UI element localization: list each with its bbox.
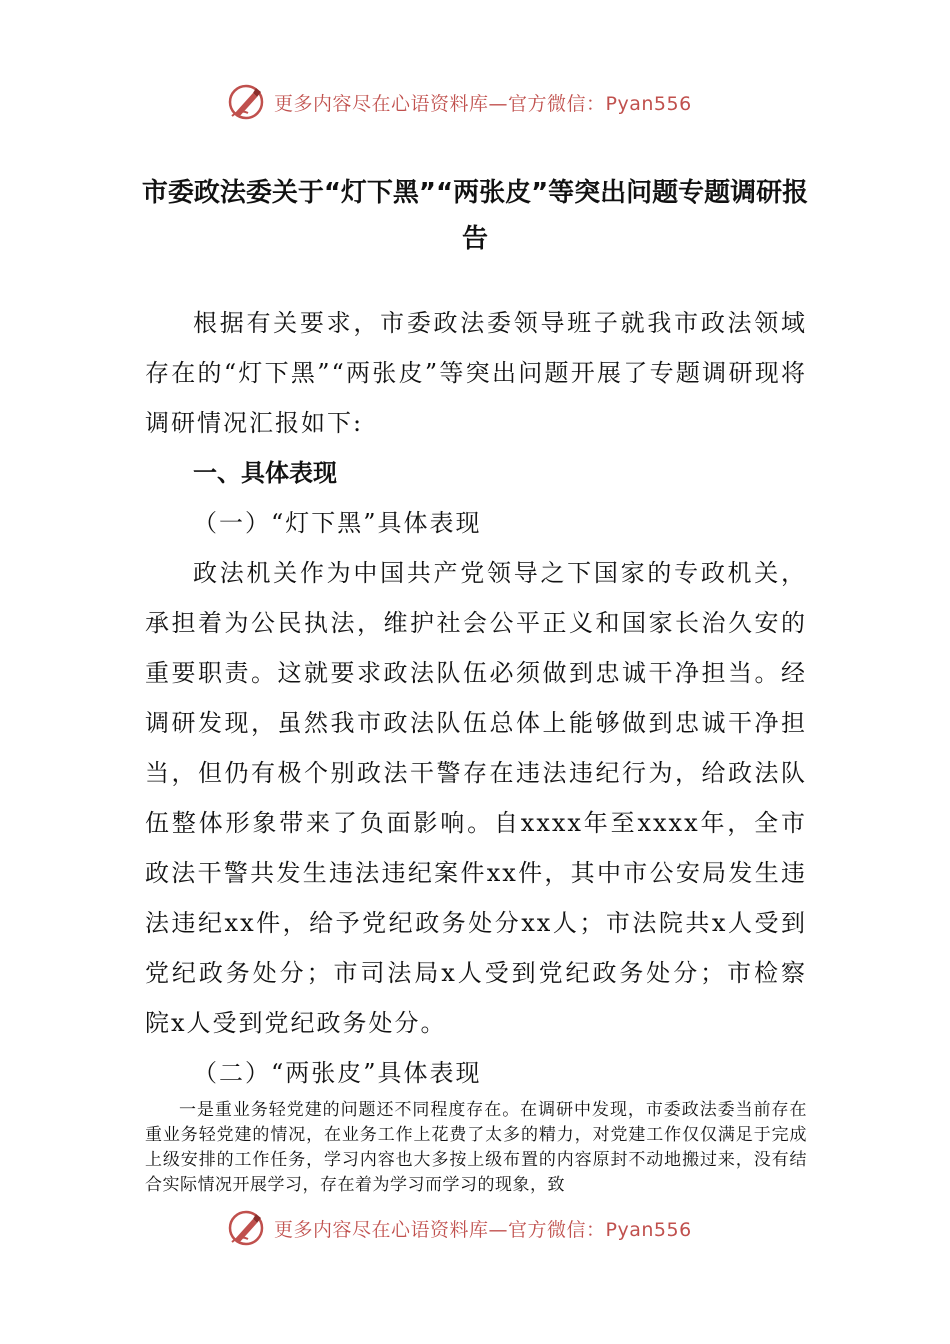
subsection-paragraph-1: 政法机关作为中国共产党领导之下国家的专政机关，承担着为公民执法，维护社会公平正义和国家长治久安的重要职责。这就要求政法队伍必须做到忠诚干净担当。经调研发现，虽然我市政法队伍总体上能够做到忠诚干净担当，但仍有极个别政法干警存在违法违纪行为，给政法队伍整体形象带来了负面影响。自xxxx年至xxxx年，全市政法干警共发生违法违纪案件xx件，其中市公安局发生违法违纪xx件，给予党纪政务处分xx人；市法院共x人受到党纪政务处分；市司法局x人受到党纪政务处分；市检察院x人受到党纪政务处分。 bbox=[145, 559, 807, 1037]
subsection-paragraph-2: 一是重业务轻党建的问题还不同程度存在。在调研中发现，市委政法委当前存在重业务轻党建的情况，在业务工作上花费了太多的精力，对党建工作仅仅满足于完成上级安排的工作任务，学习内容也大多按上级布置的内容原封不动地搬过来，没有结合实际情况开展学习，存在着为学习而学习的现象，致 bbox=[145, 1100, 807, 1195]
watermark-text: 更多内容尽在心语资料库—官方微信：Pyan556 bbox=[274, 92, 692, 115]
document-title: 市委政法委关于“灯下黑”“两张皮”等突出问题专题调研报告 bbox=[141, 178, 809, 254]
intro-paragraph: 根据有关要求，市委政法委领导班子就我市政法领域存在的“灯下黑”“两张皮”等突出问题开展了专题调研现将调研情况汇报如下: bbox=[145, 309, 807, 437]
pen-logo-icon bbox=[226, 82, 266, 122]
subsection-heading-2: （二）“两张皮”具体表现 bbox=[193, 1059, 482, 1087]
section-heading: 一、具体表现 bbox=[193, 459, 337, 487]
subsection-heading-1: （一）“灯下黑”具体表现 bbox=[193, 509, 482, 537]
watermark-banner-top bbox=[226, 82, 692, 122]
watermark-text: 更多内容尽在心语资料库—官方微信：Pyan556 bbox=[274, 1218, 692, 1241]
watermark-banner-bottom bbox=[226, 1208, 692, 1248]
pen-logo-icon bbox=[226, 1208, 266, 1248]
document-body bbox=[145, 298, 807, 1198]
